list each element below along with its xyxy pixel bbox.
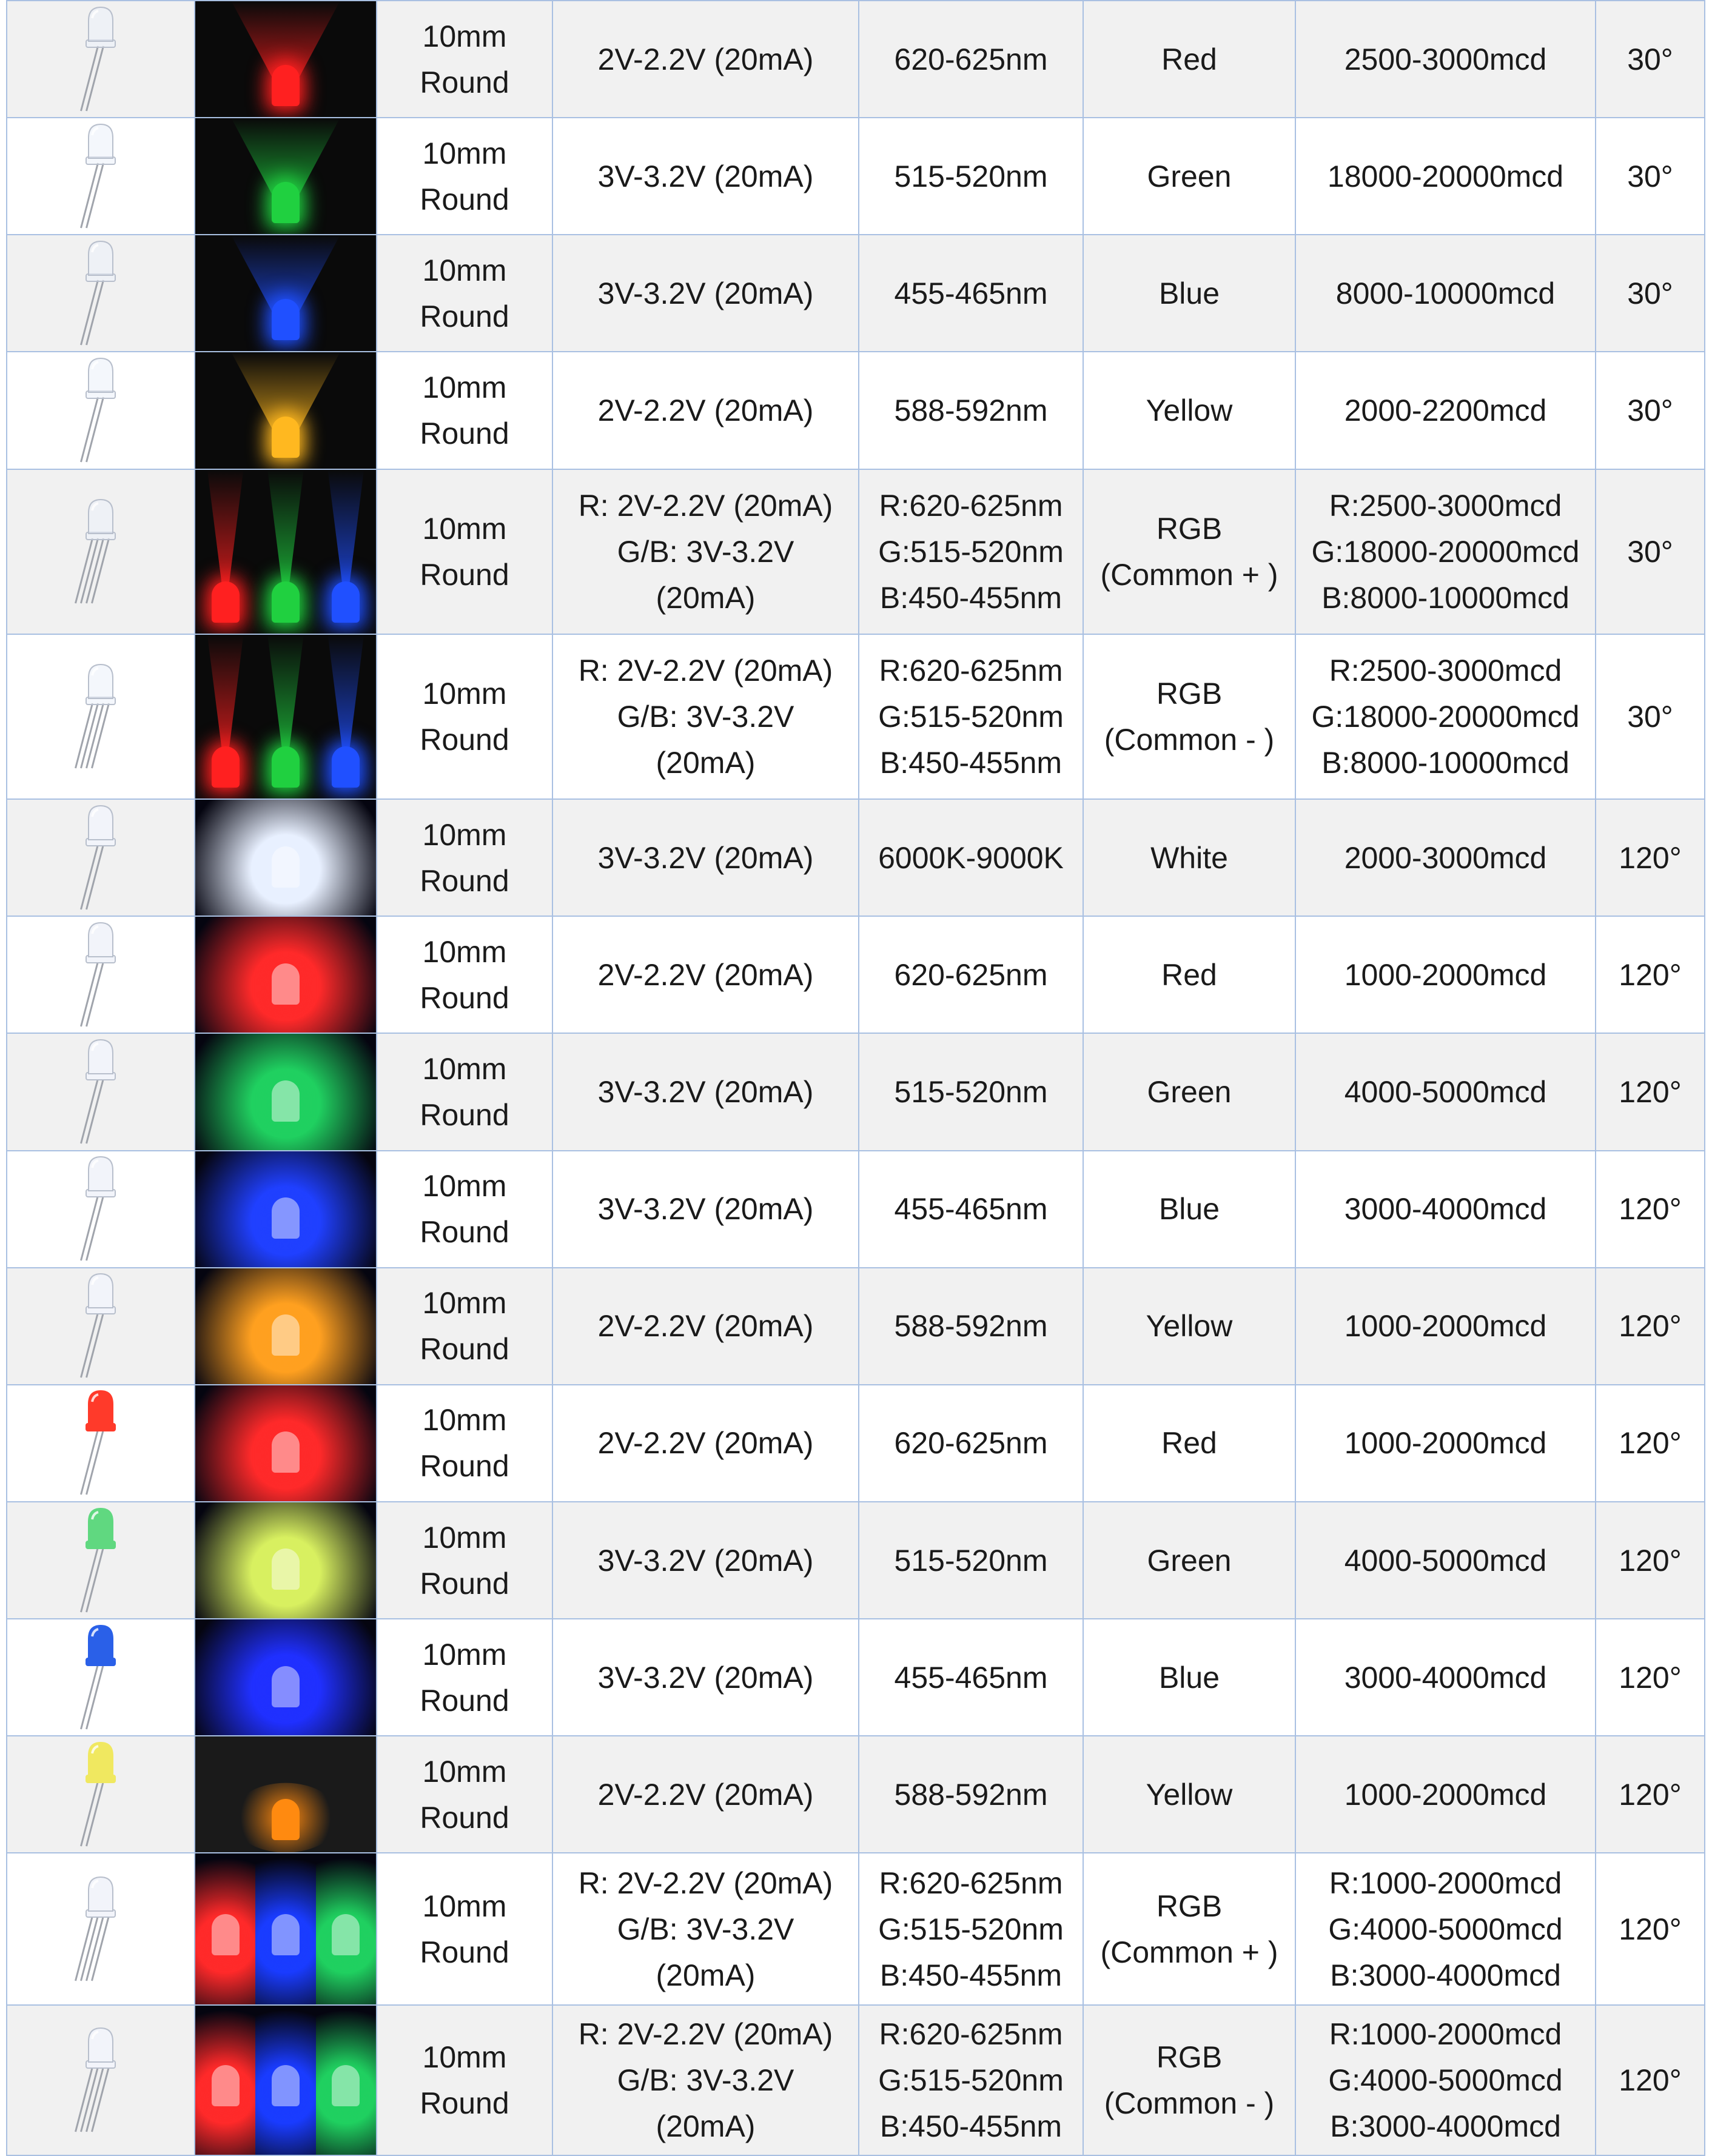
led-diagram-icon bbox=[7, 1853, 195, 2004]
led-lit-photo bbox=[195, 1385, 377, 1502]
size-cell bbox=[377, 235, 552, 352]
intensity-cell bbox=[1295, 1, 1596, 118]
voltage-cell-line: 3V-3.2V (20mA) bbox=[597, 1543, 814, 1578]
wavelength-cell-line: 588-592nm bbox=[894, 393, 1048, 428]
size-cell-line: Round bbox=[420, 1215, 509, 1250]
color-cell-line: RGB bbox=[1156, 2040, 1223, 2074]
wavelength-cell-line: 515-520nm bbox=[894, 1543, 1048, 1578]
wavelength-cell-line: 588-592nm bbox=[894, 1309, 1048, 1344]
color-cell bbox=[1083, 1268, 1295, 1385]
wavelength-cell-line: B:450-455nm bbox=[879, 745, 1062, 780]
led-lit-photo bbox=[195, 1151, 377, 1268]
color-cell-line: Red bbox=[1161, 1426, 1217, 1461]
voltage-cell bbox=[552, 1853, 859, 2004]
size-cell-line: 10mm bbox=[422, 370, 507, 405]
voltage-cell-line: 2V-2.2V (20mA) bbox=[597, 393, 814, 428]
size-cell-line: Round bbox=[420, 1800, 509, 1835]
intensity-cell-line: G:18000-20000mcd bbox=[1311, 534, 1580, 569]
led-diagram-icon bbox=[7, 469, 195, 634]
color-cell bbox=[1083, 2005, 1295, 2155]
intensity-cell-line: 1000-2000mcd bbox=[1344, 1426, 1547, 1461]
size-cell-line: 10mm bbox=[422, 676, 507, 711]
size-cell-line: 10mm bbox=[422, 934, 507, 969]
voltage-cell-line: 2V-2.2V (20mA) bbox=[597, 1426, 814, 1461]
intensity-cell-line: 3000-4000mcd bbox=[1344, 1660, 1547, 1695]
size-cell-line: Round bbox=[420, 1935, 509, 1969]
wavelength-cell-line: G:515-520nm bbox=[878, 2063, 1064, 2097]
size-cell-line: 10mm bbox=[422, 1637, 507, 1672]
voltage-cell-line: 3V-3.2V (20mA) bbox=[597, 276, 814, 310]
color-cell-line: Green bbox=[1147, 159, 1232, 193]
wavelength-cell bbox=[859, 634, 1083, 799]
size-cell-line: Round bbox=[420, 557, 509, 592]
intensity-cell-line: R:1000-2000mcd bbox=[1329, 2017, 1562, 2051]
size-cell bbox=[377, 1, 552, 118]
size-cell-line: Round bbox=[420, 1097, 509, 1132]
wavelength-cell-line: G:515-520nm bbox=[878, 699, 1064, 734]
wavelength-cell-line: 515-520nm bbox=[894, 1074, 1048, 1109]
size-cell-line: 10mm bbox=[422, 136, 507, 170]
color-cell-line: Blue bbox=[1158, 276, 1220, 310]
led-diagram-icon bbox=[7, 1385, 195, 1502]
intensity-cell-line: 1000-2000mcd bbox=[1344, 957, 1547, 992]
intensity-cell-line: 8000-10000mcd bbox=[1335, 276, 1556, 310]
wavelength-cell-line: G:515-520nm bbox=[878, 534, 1064, 569]
intensity-cell bbox=[1295, 118, 1596, 235]
voltage-cell-line: G/B: 3V-3.2V bbox=[617, 2063, 794, 2097]
led-diagram-icon bbox=[7, 799, 195, 916]
voltage-cell-line: 3V-3.2V (20mA) bbox=[597, 159, 814, 193]
color-cell-line: (Common + ) bbox=[1100, 1935, 1278, 1969]
size-cell bbox=[377, 1151, 552, 1268]
wavelength-cell-line: 6000K-9000K bbox=[878, 840, 1064, 875]
angle-cell: 30° bbox=[1596, 118, 1705, 235]
wavelength-cell-line: B:450-455nm bbox=[879, 1958, 1062, 1992]
wavelength-cell bbox=[859, 2005, 1083, 2155]
intensity-cell-line: 1000-2000mcd bbox=[1344, 1777, 1547, 1812]
color-cell-line: Green bbox=[1147, 1543, 1232, 1578]
color-cell-line: Red bbox=[1161, 957, 1217, 992]
wavelength-cell bbox=[859, 1, 1083, 118]
voltage-cell-line: R: 2V-2.2V (20mA) bbox=[578, 2017, 833, 2051]
angle-cell: 30° bbox=[1596, 469, 1705, 634]
led-lit-photo bbox=[195, 1, 377, 118]
wavelength-cell-line: R:620-625nm bbox=[879, 2017, 1063, 2051]
voltage-cell bbox=[552, 1033, 859, 1150]
led-lit-photo bbox=[195, 1268, 377, 1385]
voltage-cell-line: 2V-2.2V (20mA) bbox=[597, 957, 814, 992]
voltage-cell-line: G/B: 3V-3.2V bbox=[617, 699, 794, 734]
color-cell-line: Blue bbox=[1158, 1660, 1220, 1695]
size-cell-line: 10mm bbox=[422, 1889, 507, 1923]
intensity-cell-line: 2000-3000mcd bbox=[1344, 840, 1547, 875]
color-cell-line: RGB bbox=[1156, 676, 1223, 711]
intensity-cell bbox=[1295, 1502, 1596, 1619]
led-diagram-icon bbox=[7, 1, 195, 118]
voltage-cell bbox=[552, 1502, 859, 1619]
intensity-cell-line: B:8000-10000mcd bbox=[1321, 580, 1569, 615]
intensity-cell-line: G:4000-5000mcd bbox=[1328, 1912, 1563, 1946]
color-cell-line: Yellow bbox=[1146, 393, 1233, 428]
voltage-cell-line: R: 2V-2.2V (20mA) bbox=[578, 488, 833, 523]
size-cell bbox=[377, 916, 552, 1033]
wavelength-cell bbox=[859, 118, 1083, 235]
size-cell bbox=[377, 469, 552, 634]
wavelength-cell-line: 515-520nm bbox=[894, 159, 1048, 193]
angle-cell: 120° bbox=[1596, 1385, 1705, 1502]
led-lit-photo bbox=[195, 1502, 377, 1619]
intensity-cell bbox=[1295, 1853, 1596, 2004]
voltage-cell-line: (20mA) bbox=[656, 2109, 756, 2143]
voltage-cell-line: (20mA) bbox=[656, 745, 756, 780]
color-cell-line: Red bbox=[1161, 42, 1217, 76]
intensity-cell-line: R:2500-3000mcd bbox=[1329, 653, 1562, 688]
voltage-cell bbox=[552, 1385, 859, 1502]
wavelength-cell bbox=[859, 235, 1083, 352]
size-cell bbox=[377, 634, 552, 799]
voltage-cell-line: 2V-2.2V (20mA) bbox=[597, 42, 814, 76]
color-cell-line: (Common - ) bbox=[1104, 722, 1275, 757]
intensity-cell-line: 2500-3000mcd bbox=[1344, 42, 1547, 76]
table-row bbox=[7, 1033, 1705, 1150]
led-lit-photo bbox=[195, 469, 377, 634]
color-cell-line: White bbox=[1150, 840, 1228, 875]
color-cell bbox=[1083, 235, 1295, 352]
wavelength-cell bbox=[859, 1033, 1083, 1150]
voltage-cell-line: G/B: 3V-3.2V bbox=[617, 1912, 794, 1946]
voltage-cell-line: 2V-2.2V (20mA) bbox=[597, 1777, 814, 1812]
wavelength-cell bbox=[859, 1853, 1083, 2004]
led-spec-table bbox=[6, 0, 1705, 2156]
color-cell bbox=[1083, 916, 1295, 1033]
intensity-cell-line: B:3000-4000mcd bbox=[1330, 1958, 1561, 1992]
size-cell bbox=[377, 352, 552, 469]
led-diagram-icon bbox=[7, 2005, 195, 2155]
voltage-cell bbox=[552, 469, 859, 634]
size-cell-line: Round bbox=[420, 417, 509, 451]
voltage-cell-line: (20mA) bbox=[656, 580, 756, 615]
intensity-cell-line: G:18000-20000mcd bbox=[1311, 699, 1580, 734]
voltage-cell bbox=[552, 916, 859, 1033]
table-row bbox=[7, 1619, 1705, 1736]
angle-cell: 30° bbox=[1596, 634, 1705, 799]
wavelength-cell bbox=[859, 1502, 1083, 1619]
size-cell bbox=[377, 1385, 552, 1502]
led-diagram-icon bbox=[7, 634, 195, 799]
voltage-cell bbox=[552, 799, 859, 916]
color-cell-line: RGB bbox=[1156, 511, 1223, 546]
color-cell-line: Yellow bbox=[1146, 1777, 1233, 1812]
size-cell-line: 10mm bbox=[422, 253, 507, 287]
wavelength-cell-line: 588-592nm bbox=[894, 1777, 1048, 1812]
led-diagram-icon bbox=[7, 1502, 195, 1619]
table-row bbox=[7, 235, 1705, 352]
size-cell-line: 10mm bbox=[422, 1169, 507, 1204]
wavelength-cell bbox=[859, 1619, 1083, 1736]
size-cell bbox=[377, 1033, 552, 1150]
voltage-cell bbox=[552, 1, 859, 118]
color-cell bbox=[1083, 1151, 1295, 1268]
intensity-cell-line: R:1000-2000mcd bbox=[1329, 1866, 1562, 1900]
size-cell-line: 10mm bbox=[422, 1754, 507, 1789]
angle-cell: 120° bbox=[1596, 2005, 1705, 2155]
size-cell-line: 10mm bbox=[422, 511, 507, 546]
color-cell-line: RGB bbox=[1156, 1889, 1223, 1923]
angle-cell: 120° bbox=[1596, 1502, 1705, 1619]
angle-cell: 120° bbox=[1596, 1033, 1705, 1150]
intensity-cell bbox=[1295, 1268, 1596, 1385]
voltage-cell-line: 2V-2.2V (20mA) bbox=[597, 1309, 814, 1344]
angle-cell: 30° bbox=[1596, 1, 1705, 118]
wavelength-cell-line: B:450-455nm bbox=[879, 2109, 1062, 2143]
led-diagram-icon bbox=[7, 235, 195, 352]
intensity-cell bbox=[1295, 469, 1596, 634]
wavelength-cell-line: 620-625nm bbox=[894, 957, 1048, 992]
intensity-cell bbox=[1295, 352, 1596, 469]
led-lit-photo bbox=[195, 235, 377, 352]
table-row bbox=[7, 352, 1705, 469]
intensity-cell-line: B:3000-4000mcd bbox=[1330, 2109, 1561, 2143]
wavelength-cell bbox=[859, 1736, 1083, 1853]
led-diagram-icon bbox=[7, 1736, 195, 1853]
size-cell-line: 10mm bbox=[422, 817, 507, 852]
intensity-cell-line: 3000-4000mcd bbox=[1344, 1192, 1547, 1227]
led-lit-photo bbox=[195, 1736, 377, 1853]
voltage-cell bbox=[552, 118, 859, 235]
size-cell-line: Round bbox=[420, 863, 509, 898]
intensity-cell bbox=[1295, 235, 1596, 352]
voltage-cell-line: R: 2V-2.2V (20mA) bbox=[578, 653, 833, 688]
wavelength-cell-line: R:620-625nm bbox=[879, 488, 1063, 523]
led-diagram-icon bbox=[7, 352, 195, 469]
intensity-cell-line: 4000-5000mcd bbox=[1344, 1074, 1547, 1109]
size-cell-line: Round bbox=[420, 980, 509, 1015]
size-cell-line: 10mm bbox=[422, 19, 507, 53]
angle-cell: 120° bbox=[1596, 1619, 1705, 1736]
voltage-cell-line: 3V-3.2V (20mA) bbox=[597, 840, 814, 875]
wavelength-cell-line: R:620-625nm bbox=[879, 1866, 1063, 1900]
led-lit-photo bbox=[195, 118, 377, 235]
size-cell-line: Round bbox=[420, 1449, 509, 1484]
color-cell-line: Blue bbox=[1158, 1192, 1220, 1227]
voltage-cell bbox=[552, 1268, 859, 1385]
led-lit-photo bbox=[195, 799, 377, 916]
led-lit-photo bbox=[195, 916, 377, 1033]
angle-cell: 120° bbox=[1596, 1268, 1705, 1385]
voltage-cell-line: 3V-3.2V (20mA) bbox=[597, 1074, 814, 1109]
size-cell-line: 10mm bbox=[422, 1051, 507, 1086]
voltage-cell bbox=[552, 634, 859, 799]
led-diagram-icon bbox=[7, 916, 195, 1033]
color-cell-line: (Common + ) bbox=[1100, 557, 1278, 592]
wavelength-cell-line: G:515-520nm bbox=[878, 1912, 1064, 1946]
angle-cell: 30° bbox=[1596, 352, 1705, 469]
size-cell-line: Round bbox=[420, 65, 509, 99]
led-diagram-icon bbox=[7, 118, 195, 235]
intensity-cell-line: B:8000-10000mcd bbox=[1321, 745, 1569, 780]
wavelength-cell bbox=[859, 916, 1083, 1033]
table-row bbox=[7, 1151, 1705, 1268]
table-row bbox=[7, 1853, 1705, 2004]
table-row bbox=[7, 469, 1705, 634]
size-cell bbox=[377, 1853, 552, 2004]
color-cell bbox=[1083, 118, 1295, 235]
led-lit-photo bbox=[195, 2005, 377, 2155]
color-cell bbox=[1083, 1619, 1295, 1736]
size-cell bbox=[377, 1736, 552, 1853]
intensity-cell bbox=[1295, 1033, 1596, 1150]
voltage-cell-line: 3V-3.2V (20mA) bbox=[597, 1192, 814, 1227]
size-cell-line: Round bbox=[420, 1566, 509, 1601]
intensity-cell bbox=[1295, 1151, 1596, 1268]
table-row bbox=[7, 1268, 1705, 1385]
color-cell bbox=[1083, 1, 1295, 118]
voltage-cell bbox=[552, 352, 859, 469]
intensity-cell bbox=[1295, 2005, 1596, 2155]
angle-cell: 120° bbox=[1596, 1151, 1705, 1268]
size-cell bbox=[377, 1502, 552, 1619]
voltage-cell-line: G/B: 3V-3.2V bbox=[617, 534, 794, 569]
color-cell bbox=[1083, 1502, 1295, 1619]
size-cell-line: 10mm bbox=[422, 1403, 507, 1438]
angle-cell: 120° bbox=[1596, 799, 1705, 916]
led-lit-photo bbox=[195, 634, 377, 799]
led-lit-photo bbox=[195, 1033, 377, 1150]
color-cell bbox=[1083, 1033, 1295, 1150]
size-cell-line: Round bbox=[420, 299, 509, 333]
size-cell-line: Round bbox=[420, 182, 509, 216]
angle-cell: 30° bbox=[1596, 235, 1705, 352]
intensity-cell bbox=[1295, 1736, 1596, 1853]
table-row bbox=[7, 799, 1705, 916]
color-cell bbox=[1083, 799, 1295, 916]
wavelength-cell-line: 455-465nm bbox=[894, 276, 1048, 310]
color-cell bbox=[1083, 1736, 1295, 1853]
color-cell-line: Green bbox=[1147, 1074, 1232, 1109]
led-lit-photo bbox=[195, 352, 377, 469]
table-row bbox=[7, 2005, 1705, 2155]
wavelength-cell-line: R:620-625nm bbox=[879, 653, 1063, 688]
intensity-cell-line: 1000-2000mcd bbox=[1344, 1309, 1547, 1344]
color-cell bbox=[1083, 634, 1295, 799]
intensity-cell bbox=[1295, 1619, 1596, 1736]
table-row bbox=[7, 916, 1705, 1033]
voltage-cell-line: R: 2V-2.2V (20mA) bbox=[578, 1866, 833, 1900]
led-diagram-icon bbox=[7, 1619, 195, 1736]
size-cell-line: 10mm bbox=[422, 1520, 507, 1555]
angle-cell: 120° bbox=[1596, 1736, 1705, 1853]
voltage-cell bbox=[552, 2005, 859, 2155]
size-cell bbox=[377, 1268, 552, 1385]
wavelength-cell-line: 455-465nm bbox=[894, 1192, 1048, 1227]
led-diagram-icon bbox=[7, 1151, 195, 1268]
color-cell bbox=[1083, 469, 1295, 634]
voltage-cell bbox=[552, 1736, 859, 1853]
table-row bbox=[7, 1, 1705, 118]
size-cell bbox=[377, 118, 552, 235]
voltage-cell-line: 3V-3.2V (20mA) bbox=[597, 1660, 814, 1695]
intensity-cell bbox=[1295, 1385, 1596, 1502]
table-row bbox=[7, 1736, 1705, 1853]
wavelength-cell bbox=[859, 1151, 1083, 1268]
voltage-cell bbox=[552, 235, 859, 352]
wavelength-cell bbox=[859, 1268, 1083, 1385]
size-cell-line: 10mm bbox=[422, 2040, 507, 2074]
color-cell-line: (Common - ) bbox=[1104, 2086, 1275, 2120]
voltage-cell bbox=[552, 1619, 859, 1736]
size-cell-line: Round bbox=[420, 1683, 509, 1718]
size-cell-line: Round bbox=[420, 722, 509, 757]
intensity-cell bbox=[1295, 634, 1596, 799]
intensity-cell-line: 4000-5000mcd bbox=[1344, 1543, 1547, 1578]
intensity-cell-line: 2000-2200mcd bbox=[1344, 393, 1547, 428]
table-row bbox=[7, 634, 1705, 799]
color-cell-line: Yellow bbox=[1146, 1309, 1233, 1344]
wavelength-cell bbox=[859, 799, 1083, 916]
size-cell-line: Round bbox=[420, 2086, 509, 2120]
table-row bbox=[7, 1385, 1705, 1502]
angle-cell: 120° bbox=[1596, 916, 1705, 1033]
wavelength-cell bbox=[859, 1385, 1083, 1502]
size-cell-line: 10mm bbox=[422, 1286, 507, 1321]
voltage-cell bbox=[552, 1151, 859, 1268]
color-cell bbox=[1083, 352, 1295, 469]
color-cell bbox=[1083, 1385, 1295, 1502]
intensity-cell bbox=[1295, 799, 1596, 916]
voltage-cell-line: (20mA) bbox=[656, 1958, 756, 1992]
led-diagram-icon bbox=[7, 1033, 195, 1150]
led-diagram-icon bbox=[7, 1268, 195, 1385]
table-row bbox=[7, 1502, 1705, 1619]
size-cell bbox=[377, 799, 552, 916]
intensity-cell bbox=[1295, 916, 1596, 1033]
wavelength-cell-line: B:450-455nm bbox=[879, 580, 1062, 615]
size-cell bbox=[377, 2005, 552, 2155]
wavelength-cell-line: 620-625nm bbox=[894, 1426, 1048, 1461]
led-lit-photo bbox=[195, 1853, 377, 2004]
color-cell bbox=[1083, 1853, 1295, 2004]
wavelength-cell-line: 455-465nm bbox=[894, 1660, 1048, 1695]
size-cell-line: Round bbox=[420, 1332, 509, 1367]
intensity-cell-line: 18000-20000mcd bbox=[1327, 159, 1564, 193]
wavelength-cell-line: 620-625nm bbox=[894, 42, 1048, 76]
led-lit-photo bbox=[195, 1619, 377, 1736]
table-row bbox=[7, 118, 1705, 235]
size-cell bbox=[377, 1619, 552, 1736]
intensity-cell-line: G:4000-5000mcd bbox=[1328, 2063, 1563, 2097]
intensity-cell-line: R:2500-3000mcd bbox=[1329, 488, 1562, 523]
wavelength-cell bbox=[859, 469, 1083, 634]
angle-cell: 120° bbox=[1596, 1853, 1705, 2004]
wavelength-cell bbox=[859, 352, 1083, 469]
